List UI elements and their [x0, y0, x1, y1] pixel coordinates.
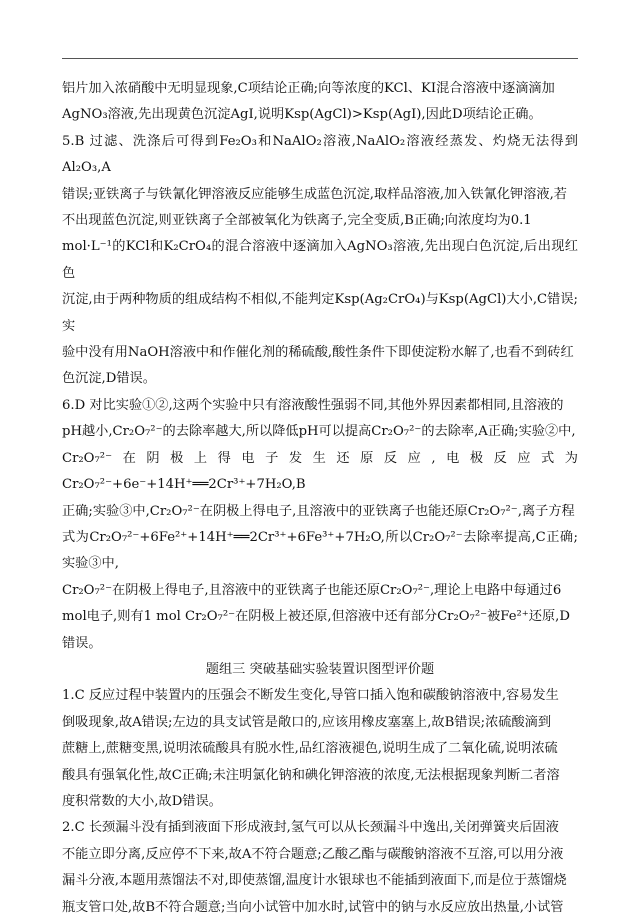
section-heading: 题组三 突破基础实验装置识图型评价题 [205, 661, 435, 677]
text-line: 式为Cr₂O₇²⁻+6Fe²⁺+14H⁺══2Cr³⁺+6Fe³⁺+7H₂O,所以Cr₂O₇²⁻去除率提高,C正确;实验③中, [62, 529, 578, 572]
text-line: mol电子,则有1 mol Cr₂O₇²⁻在阴极上被还原,但溶液中还有部分Cr₂O₇²⁻被Fe²⁺还原,D [62, 609, 570, 625]
text-line: 6.D 对比实验①②,这两个实验中只有溶液酸性强弱不同,其他外界因素都相同,且溶液的 [62, 397, 564, 413]
text-line: 错误;亚铁离子与铁氰化钾溶液反应能够生成蓝色沉淀,取样品溶液,加入铁氰化钾溶液,若 [62, 186, 567, 202]
text-line: 5.B 过滤、洗涤后可得到Fe₂O₃和NaAlO₂溶液,NaAlO₂溶液经蒸发、灼烧无法得到Al₂O₃,A [62, 133, 578, 176]
text-line: 度积常数的大小,故D错误。 [62, 793, 222, 809]
text-line: 酸具有强氧化性,故C正确;未注明氯化钠和碘化钾溶液的浓度,无法根据现象判断二者溶 [62, 767, 560, 783]
text-line: 验中没有用NaOH溶液中和作催化剂的稀硫酸,酸性条件下即使淀粉水解了,也看不到砖红 [62, 345, 574, 361]
text-line: 倒吸现象,故A错误;左边的具支试管是敞口的,应该用橡皮塞塞上,故B错误;浓硫酸滴到 [62, 714, 552, 730]
text-line: 不出现蓝色沉淀,则亚铁离子全部被氧化为铁离子,完全变质,B正确;向浓度均为0.1 [62, 213, 532, 229]
text-line: 蔗糖上,蔗糖变黑,说明浓硫酸具有脱水性,品红溶液褪色,说明生成了二氧化硫,说明浓硫 [62, 741, 558, 757]
text-line: 1.C 反应过程中装置内的压强会不断发生变化,导管口插入饱和碳酸钠溶液中,容易发生 [62, 688, 559, 704]
text-line: 色沉淀,D错误。 [62, 371, 156, 387]
text-line: Cr₂O₇²⁻在阴极上得电子发生还原反应,电极反应式为Cr₂O₇²⁻+6e⁻+14H⁺══2Cr³⁺+7H₂O,B [62, 450, 578, 493]
text-line: AgNO₃溶液,先出现黄色沉淀AgI,说明Ksp(AgCl)>Ksp(AgI),因此D项结论正确。 [62, 107, 542, 123]
text-line: mol·L⁻¹的KCl和K₂CrO₄的混合溶液中逐滴加入AgNO₃溶液,先出现白色沉淀,后出现红色 [62, 239, 578, 281]
text-line: pH越小,Cr₂O₇²⁻的去除率越大,所以降低pH可以提高Cr₂O₇²⁻的去除率,A正确;实验②中, [62, 424, 576, 440]
text-line: Cr₂O₇²⁻在阴极上得电子,且溶液中的亚铁离子也能还原Cr₂O₇²⁻,理论上电路中每通过6 [62, 582, 562, 598]
text-line: 瓶支管口处,故B不符合题意;当向小试管中加水时,试管中的钠与水反应放出热量,小试管 [62, 899, 564, 915]
text-line: 漏斗分液,本题用蒸馏法不对,即使蒸馏,温度计水银球也不能插到液面下,而是位于蒸馏烧 [62, 873, 567, 889]
text-line: 正确;实验③中,Cr₂O₇²⁻在阴极上得电子,且溶液中的亚铁离子也能还原Cr₂O₇²⁻,离子方程 [62, 503, 575, 519]
header-rule [62, 58, 578, 59]
text-line: 错误。 [62, 635, 102, 651]
text-line: 2.C 长颈漏斗没有插到液面下形成液封,氢气可以从长颈漏斗中逸出,关闭弹簧夹后固液 [62, 820, 559, 836]
text-line: 沉淀,由于两种物质的组成结构不相似,不能判定Ksp(Ag₂CrO₄)与Ksp(AgCl)大小,C错误;实 [62, 292, 578, 334]
text-line: 铝片加入浓硝酸中无明显现象,C项结论正确;向等浓度的KCl、KI混合溶液中逐滴滴加 [62, 81, 555, 96]
text-line: 不能立即分离,反应停不下来,故A不符合题意;乙酸乙酯与碳酸钠溶液不互溶,可以用分液 [62, 846, 564, 862]
answer-text [62, 76, 578, 921]
